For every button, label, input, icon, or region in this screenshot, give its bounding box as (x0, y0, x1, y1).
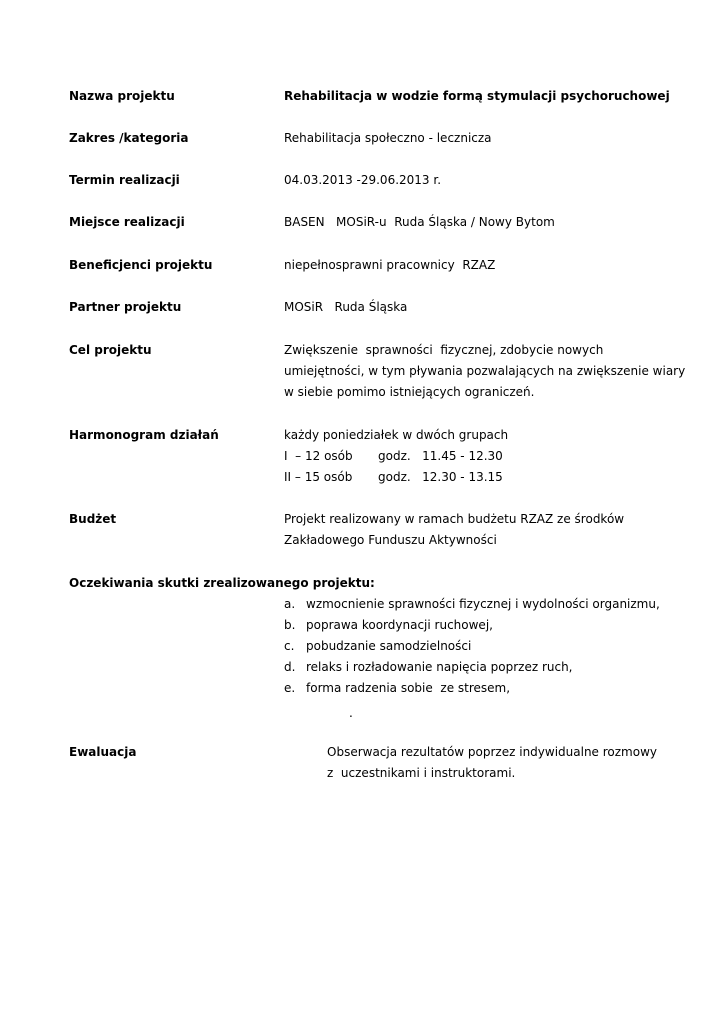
cel-line: umiejętności, w tym pływania pozwalających na zwiększenie wiary (284, 364, 686, 378)
group-name: II – 15 osób (284, 470, 353, 484)
label-zakres: Zakres /kategoria (69, 131, 189, 145)
list-item (284, 636, 660, 657)
cel-line: Zwiększenie sprawności fizycznej, zdobycie nowych (284, 343, 604, 357)
budzet-line: Projekt realizowany w ramach budżetu RZAZ ze środków (284, 512, 625, 526)
label-cel: Cel projektu (69, 343, 152, 357)
label-oczekiwania: Oczekiwania skutki zrealizowanego projektu: (69, 576, 375, 590)
value-cel (284, 340, 685, 403)
value-beneficjenci: niepełnosprawni pracownicy RZAZ (284, 258, 496, 272)
harmonogram-intro: każdy poniedziałek w dwóch grupach (284, 428, 509, 442)
value-budzet (284, 509, 624, 551)
list-marker: a. (284, 597, 296, 611)
harmonogram-group (284, 446, 508, 467)
list-item (284, 678, 660, 699)
list-marker: d. (284, 660, 296, 674)
list-item-text: wzmocnienie sprawności fizycznej i wydolności organizmu, (306, 597, 660, 611)
label-harmonogram: Harmonogram działań (69, 428, 219, 442)
value-nazwa-projektu: Rehabilitacja w wodzie formą stymulacji psychoruchowej (284, 89, 670, 103)
list-item (284, 657, 660, 678)
ewaluacja-line: Obserwacja rezultatów poprzez indywidualne rozmowy (327, 745, 658, 759)
label-nazwa-projektu: Nazwa projektu (69, 89, 175, 103)
list-item-text: relaks i rozładowanie napięcia poprzez ruch, (306, 660, 573, 674)
value-harmonogram (284, 425, 508, 488)
group-time: godz. 11.45 - 12.30 (378, 449, 503, 463)
budzet-line: Zakładowego Funduszu Aktywności (284, 533, 497, 547)
list-marker: e. (284, 681, 296, 695)
list-item-text: pobudzanie samodzielności (306, 639, 472, 653)
value-termin: 04.03.2013 -29.06.2013 r. (284, 173, 442, 187)
label-termin: Termin realizacji (69, 173, 180, 187)
label-ewaluacja: Ewaluacja (69, 745, 137, 759)
group-time: godz. 12.30 - 13.15 (378, 470, 503, 484)
list-item (284, 594, 660, 615)
value-partner: MOSiR Ruda Śląska (284, 300, 408, 314)
value-ewaluacja (327, 742, 657, 784)
label-partner: Partner projektu (69, 300, 182, 314)
expected-results-list (284, 594, 660, 699)
trailing-dot: . (349, 706, 353, 720)
list-marker: c. (284, 639, 295, 653)
harmonogram-group (284, 467, 508, 488)
list-item-text: poprawa koordynacji ruchowej, (306, 618, 493, 632)
label-budzet: Budżet (69, 512, 117, 526)
ewaluacja-line: z uczestnikami i instruktorami. (327, 766, 516, 780)
list-marker: b. (284, 618, 296, 632)
value-miejsce: BASEN MOSiR-u Ruda Śląska / Nowy Bytom (284, 215, 555, 229)
value-zakres: Rehabilitacja społeczno - lecznicza (284, 131, 492, 145)
group-name: I – 12 osób (284, 449, 353, 463)
label-beneficjenci: Beneficjenci projektu (69, 258, 213, 272)
list-item (284, 615, 660, 636)
cel-line: w siebie pomimo istniejących ograniczeń. (284, 385, 535, 399)
label-miejsce: Miejsce realizacji (69, 215, 185, 229)
list-item-text: forma radzenia sobie ze stresem, (306, 681, 511, 695)
